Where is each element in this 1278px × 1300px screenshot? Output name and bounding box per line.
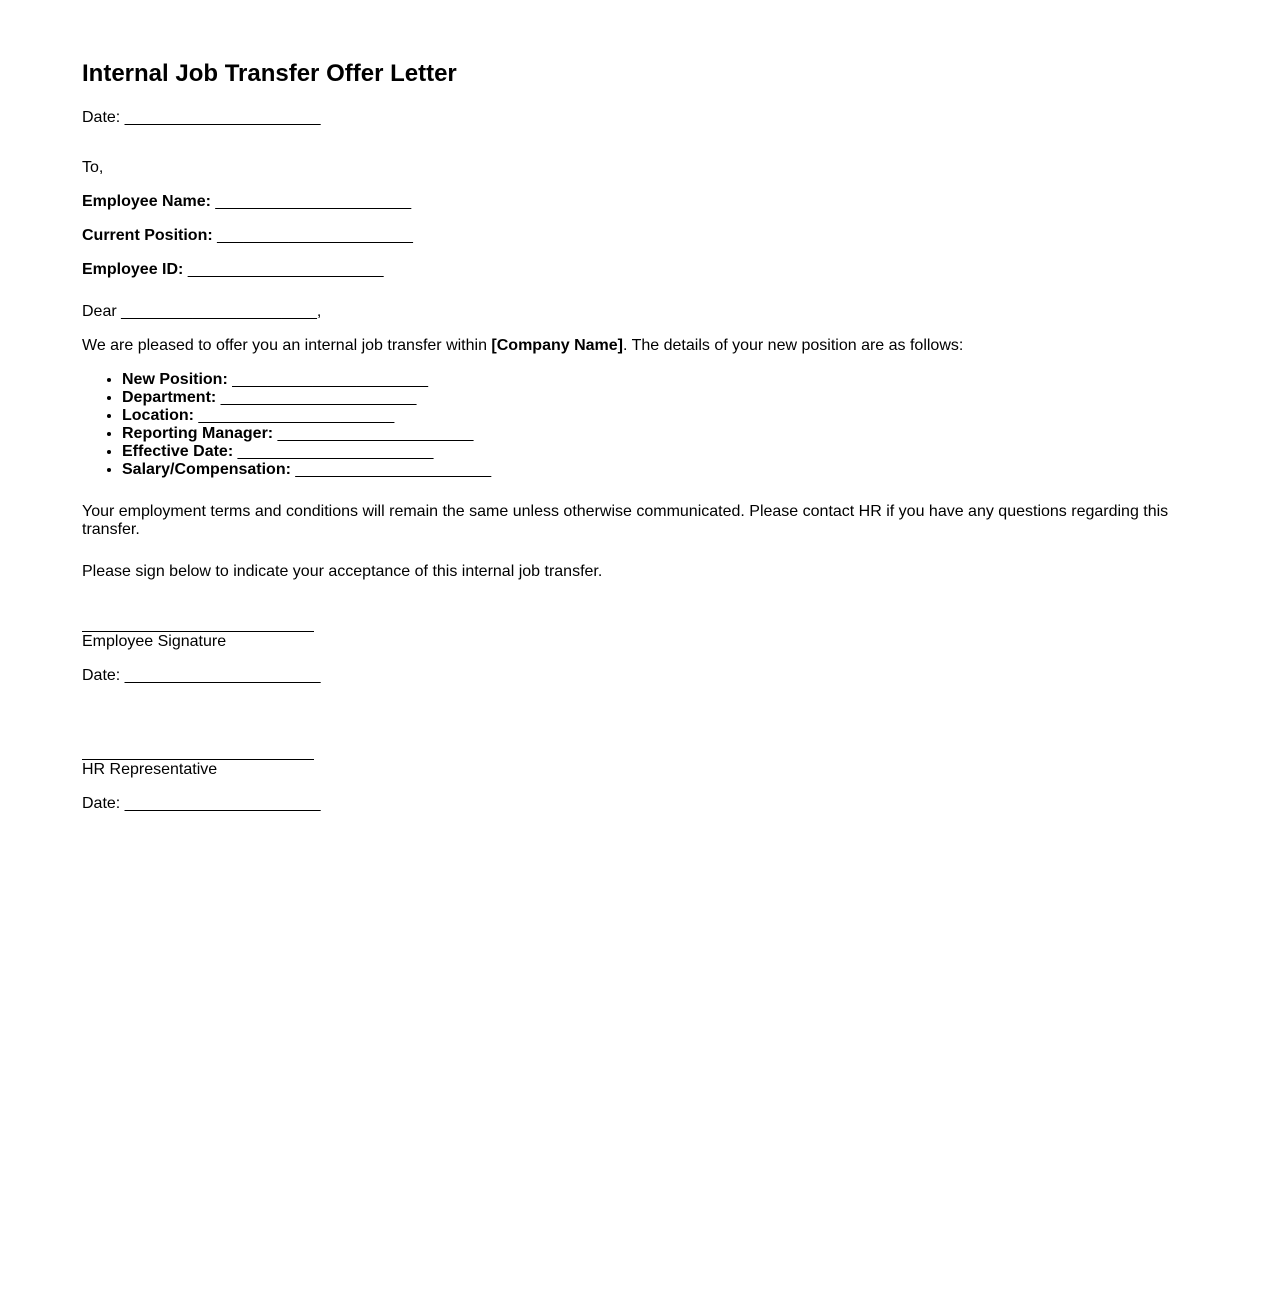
signature-date-line (82, 795, 1182, 813)
current-position-field (82, 227, 1182, 245)
detail-label: New Position: (122, 371, 228, 388)
detail-blank: ______________________ (232, 371, 428, 388)
signature-date-label: Date: (82, 795, 121, 812)
salutation-blank: ______________________ (121, 303, 317, 320)
signature-date-label: Date: (82, 667, 121, 684)
detail-label: Reporting Manager: (122, 425, 274, 442)
signature-date-blank: ______________________ (124, 795, 321, 812)
signature-line (82, 759, 314, 760)
employee-id-label: Employee ID: (82, 261, 184, 278)
employee-signature-block (82, 631, 1182, 685)
detail-effective-date (122, 443, 1182, 461)
detail-blank: ______________________ (220, 389, 417, 406)
detail-label: Effective Date: (122, 443, 234, 460)
detail-blank: ______________________ (198, 407, 395, 424)
detail-salary (122, 461, 1182, 479)
signature-label: Employee Signature (82, 633, 227, 650)
intro-before: We are pleased to offer you an internal job transfer within (82, 337, 492, 354)
intro-paragraph (82, 337, 1182, 355)
employee-id-blank: ______________________ (187, 261, 384, 278)
employee-name-label: Employee Name: (82, 193, 211, 210)
date-blank: ______________________ (124, 109, 321, 126)
date-line (82, 109, 1182, 127)
detail-new-position (122, 371, 1182, 389)
detail-blank: ______________________ (277, 425, 474, 442)
detail-label: Salary/Compensation: (122, 461, 291, 478)
detail-blank: ______________________ (295, 461, 492, 478)
employee-id-field (82, 261, 1182, 279)
employee-name-blank: ______________________ (215, 193, 412, 210)
signature-label: HR Representative (82, 761, 218, 778)
sign-instruction: Please sign below to indicate your acceptance of this internal job transfer. (82, 563, 603, 580)
current-position-label: Current Position: (82, 227, 213, 244)
terms-paragraph: Your employment terms and conditions will remain the same unless otherwise communicated. Please contact HR if you have any questions regarding this transfer. (82, 503, 1169, 538)
salutation-suffix: , (316, 303, 322, 320)
intro-after: . The details of your new position are as follows: (623, 337, 964, 354)
salutation (82, 303, 1182, 321)
employee-name-field (82, 193, 1182, 211)
hr-signature-block (82, 759, 1182, 813)
signature-date-line (82, 667, 1182, 685)
detail-department (122, 389, 1182, 407)
detail-blank: ______________________ (237, 443, 434, 460)
current-position-blank: ______________________ (217, 227, 413, 244)
position-details-list (82, 371, 1182, 479)
detail-reporting-manager (122, 425, 1182, 443)
signature-line (82, 631, 314, 632)
salutation-prefix: Dear (82, 303, 117, 320)
company-name: [Company Name] (491, 337, 623, 354)
date-label: Date: (82, 109, 121, 126)
detail-location (122, 407, 1182, 425)
detail-label: Location: (122, 407, 194, 424)
signature-date-blank: ______________________ (124, 667, 321, 684)
letter-title: Internal Job Transfer Offer Letter (82, 60, 457, 87)
to-line: To, (82, 159, 104, 176)
detail-label: Department: (122, 389, 217, 406)
